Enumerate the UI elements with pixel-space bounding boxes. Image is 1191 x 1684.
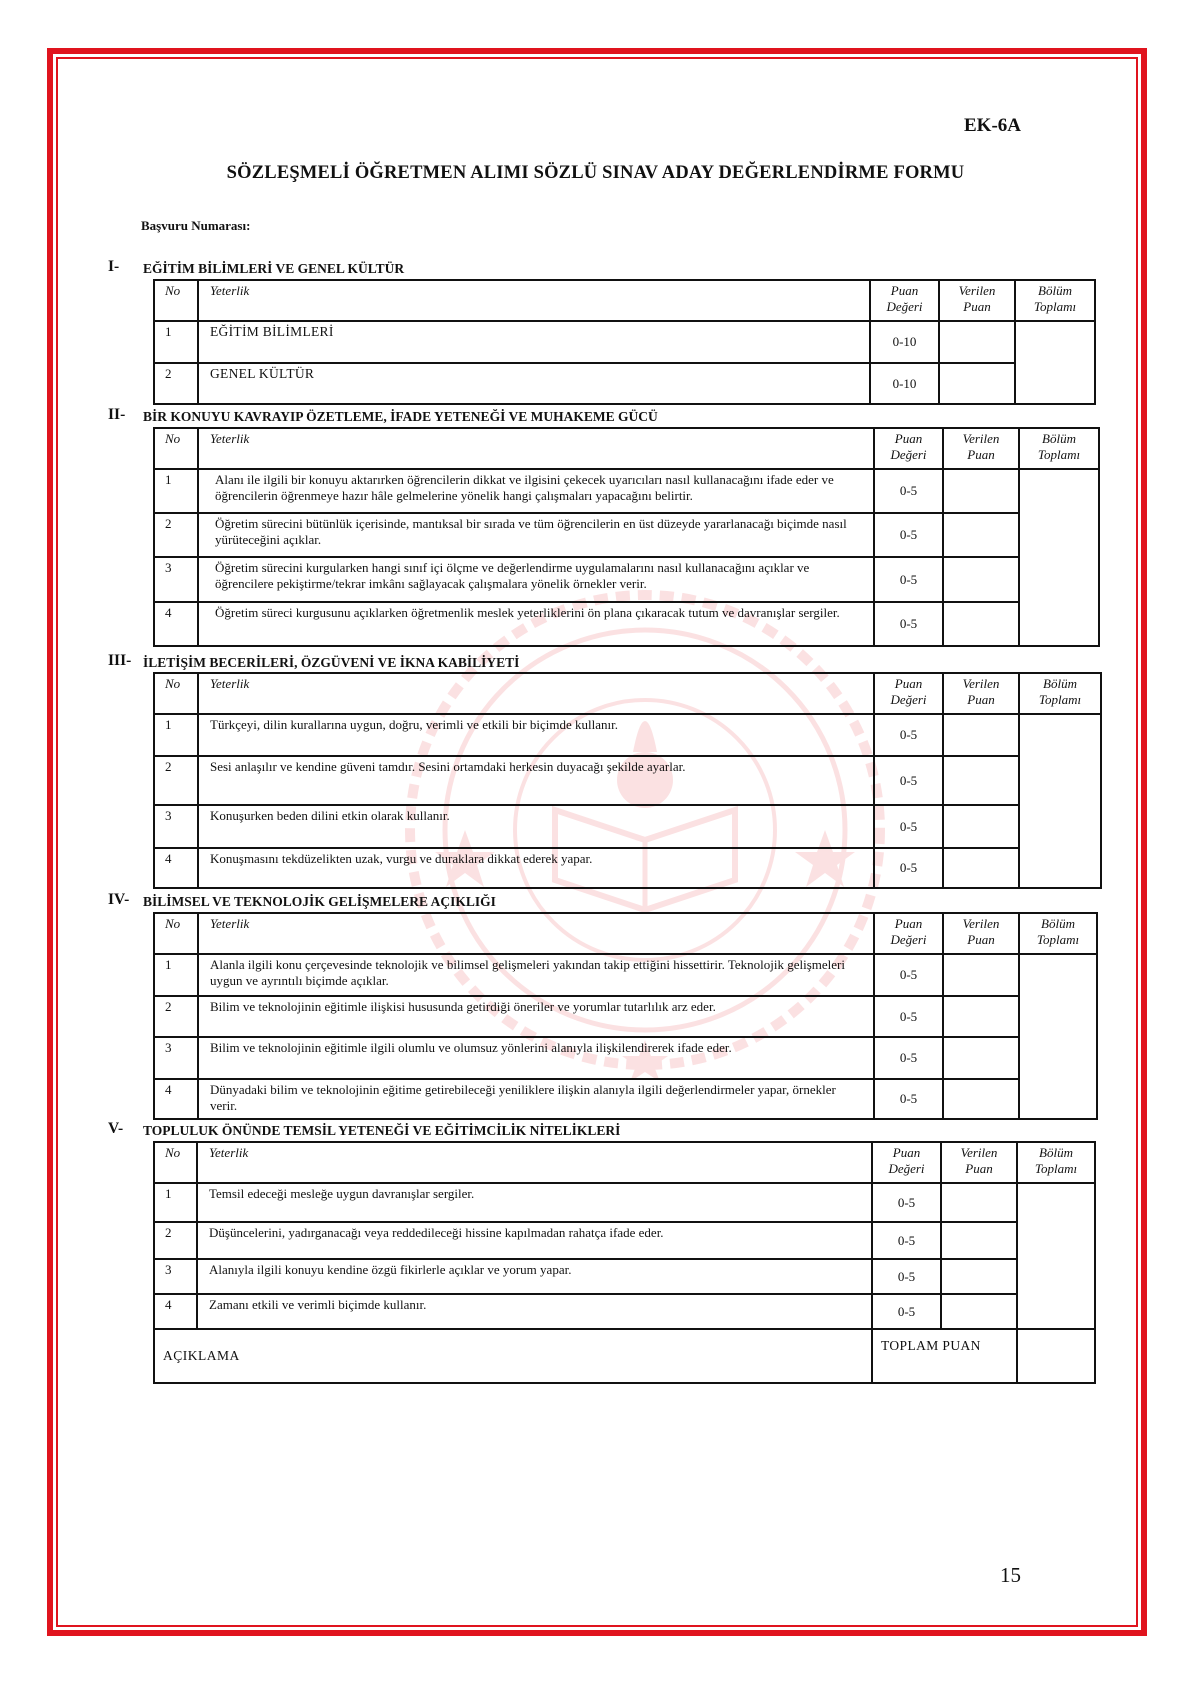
section-total-input[interactable] xyxy=(1017,1183,1095,1329)
row-no: 1 xyxy=(154,714,198,756)
table-row xyxy=(154,805,1101,848)
row-no: 3 xyxy=(154,1259,197,1294)
section-5-title: TOPLULUK ÖNÜNDE TEMSİL YETENEĞİ VE EĞİTİMCİLİK NİTELİKLERİ xyxy=(143,1123,621,1138)
section-4-number: IV- xyxy=(108,891,130,908)
form-code: EK-6A xyxy=(964,115,1021,136)
col-given-points: Verilen Puan xyxy=(941,1142,1017,1183)
explanation-field[interactable] xyxy=(154,1329,872,1383)
table-row xyxy=(154,954,1097,996)
row-point-value: 0-5 xyxy=(872,1183,941,1222)
section-5-number: V- xyxy=(108,1120,124,1137)
row-text: Öğretim sürecini kurgularken hangi sınıf içi ölçme ve değerlendirme uygulamalarını nasıl kullanacağını açıklar ve öğrencilere pekiştirme/tekrar imkânı sağlayacak çalışmalara yönelik örnekler verir. xyxy=(198,557,874,602)
row-text: Alanı ile ilgili bir konuyu aktarırken öğrencilerin dikkat ve ilgisini çekecek uyarıcıları nasıl kullanacağını ifade eder ve öğrencilerin öğrenmeye hazır hâle gelmelerine yönelik hangi çalışmaları yapacağını belirtir. xyxy=(198,469,874,513)
given-points-input[interactable] xyxy=(943,602,1019,646)
table-row xyxy=(154,513,1099,557)
given-points-input[interactable] xyxy=(941,1259,1017,1294)
col-point-value: Puan Değeri xyxy=(874,428,943,469)
given-points-input[interactable] xyxy=(943,1037,1019,1079)
col-competence: Yeterlik xyxy=(198,673,874,714)
given-points-input[interactable] xyxy=(939,363,1015,404)
table-row xyxy=(154,363,1095,404)
table-row xyxy=(154,1079,1097,1119)
form-title: SÖZLEŞMELİ ÖĞRETMEN ALIMI SÖZLÜ SINAV ADAY DEĞERLENDİRME FORMU xyxy=(226,163,965,183)
table-header-row xyxy=(154,913,1097,954)
table-row xyxy=(154,756,1101,805)
section-total-input[interactable] xyxy=(1019,469,1099,646)
row-text: Öğretim süreci kurgusunu açıklarken öğretmenlik meslek yeterliklerini ön plana çıkaracak tutum ve davranışlar sergiler. xyxy=(198,602,874,646)
col-competence: Yeterlik xyxy=(198,280,870,321)
application-number-label: Başvuru Numarası: xyxy=(141,218,251,233)
col-section-total: Bölüm Toplamı xyxy=(1019,673,1101,714)
row-text: Düşüncelerini, yadırganacağı veya reddedileceği hissine kapılmadan rahatça ifade eder. xyxy=(197,1222,872,1259)
given-points-input[interactable] xyxy=(943,996,1019,1037)
row-no: 2 xyxy=(154,1222,197,1259)
table-header-row xyxy=(154,280,1095,321)
table-header-row xyxy=(154,673,1101,714)
table-row xyxy=(154,1294,1095,1329)
section-4-table xyxy=(153,912,1098,1120)
section-1-table xyxy=(153,279,1096,405)
col-point-value: Puan Değeri xyxy=(872,1142,941,1183)
col-given-points: Verilen Puan xyxy=(943,428,1019,469)
row-point-value: 0-5 xyxy=(874,954,943,996)
col-no: No xyxy=(154,1142,197,1183)
section-1-title: EĞİTİM BİLİMLERİ VE GENEL KÜLTÜR xyxy=(143,261,405,276)
section-3-title: İLETİŞİM BECERİLERİ, ÖZGÜVENİ VE İKNA KABİLİYETİ xyxy=(143,655,520,670)
row-text: Öğretim sürecini bütünlük içerisinde, mantıksal bir sırada ve tüm öğrencilerin en üst düzeyde yararlanacağı biçimde nasıl yürüteceğini açıklar. xyxy=(198,513,874,557)
table-row xyxy=(154,602,1099,646)
section-total-input[interactable] xyxy=(1019,714,1101,888)
col-point-value: Puan Değeri xyxy=(874,913,943,954)
row-text: Temsil edeceği mesleğe uygun davranışlar sergiler. xyxy=(197,1183,872,1222)
col-competence: Yeterlik xyxy=(197,1142,872,1183)
given-points-input[interactable] xyxy=(941,1294,1017,1329)
col-section-total: Bölüm Toplamı xyxy=(1019,428,1099,469)
given-points-input[interactable] xyxy=(943,714,1019,756)
row-point-value: 0-5 xyxy=(874,805,943,848)
given-points-input[interactable] xyxy=(943,513,1019,557)
table-row xyxy=(154,1037,1097,1079)
row-point-value: 0-5 xyxy=(872,1294,941,1329)
col-no: No xyxy=(154,673,198,714)
table-row xyxy=(154,557,1099,602)
footer-row xyxy=(154,1329,1095,1383)
row-no: 1 xyxy=(154,469,198,513)
row-point-value: 0-5 xyxy=(874,1079,943,1119)
given-points-input[interactable] xyxy=(941,1222,1017,1259)
col-section-total: Bölüm Toplamı xyxy=(1019,913,1097,954)
row-text: Zamanı etkili ve verimli biçimde kullanır. xyxy=(197,1294,872,1329)
section-2-number: II- xyxy=(108,406,126,423)
row-point-value: 0-5 xyxy=(874,469,943,513)
section-3-table xyxy=(153,672,1102,889)
row-no: 2 xyxy=(154,996,198,1037)
row-text: GENEL KÜLTÜR xyxy=(198,363,870,404)
section-1-number: I- xyxy=(108,258,120,275)
table-row xyxy=(154,469,1099,513)
explanation-label: AÇIKLAMA xyxy=(163,1347,240,1363)
page-number: 15 xyxy=(1000,1563,1021,1587)
row-no: 4 xyxy=(154,602,198,646)
col-section-total: Bölüm Toplamı xyxy=(1015,280,1095,321)
row-text: Konuşurken beden dilini etkin olarak kullanır. xyxy=(198,805,874,848)
row-point-value: 0-5 xyxy=(874,602,943,646)
row-text: Türkçeyi, dilin kurallarına uygun, doğru, verimli ve etkili bir biçimde kullanır. xyxy=(198,714,874,756)
col-competence: Yeterlik xyxy=(198,428,874,469)
row-point-value: 0-5 xyxy=(872,1222,941,1259)
row-point-value: 0-10 xyxy=(870,363,939,404)
given-points-input[interactable] xyxy=(943,954,1019,996)
section-total-input[interactable] xyxy=(1019,954,1097,1119)
section-3-number: III- xyxy=(108,652,132,669)
section-4-title: BİLİMSEL VE TEKNOLOJİK GELİŞMELERE AÇIKLIĞI xyxy=(143,894,496,909)
row-no: 2 xyxy=(154,756,198,805)
row-no: 1 xyxy=(154,1183,197,1222)
given-points-input[interactable] xyxy=(943,469,1019,513)
col-given-points: Verilen Puan xyxy=(939,280,1015,321)
row-no: 2 xyxy=(154,363,198,404)
table-header-row xyxy=(154,428,1099,469)
row-no: 1 xyxy=(154,954,198,996)
row-text: Dünyadaki bilim ve teknolojinin eğitime getirebileceği yeniliklere ilişkin alanıyla ilgili değerlendirmeler yapar, örnekler verir. xyxy=(198,1079,874,1119)
section-5-table xyxy=(153,1141,1096,1384)
row-text: EĞİTİM BİLİMLERİ xyxy=(198,321,870,363)
table-header-row xyxy=(154,1142,1095,1183)
given-points-input[interactable] xyxy=(943,756,1019,805)
total-points-label: TOPLAM PUAN xyxy=(872,1329,1017,1383)
row-point-value: 0-5 xyxy=(874,996,943,1037)
table-row xyxy=(154,848,1101,888)
section-total-input[interactable] xyxy=(1015,321,1095,404)
table-row xyxy=(154,1222,1095,1259)
row-text: Bilim ve teknolojinin eğitimle ilişkisi hususunda getirdiği öneriler ve yorumlar tutarlılık arz eder. xyxy=(198,996,874,1037)
row-point-value: 0-5 xyxy=(874,513,943,557)
row-point-value: 0-5 xyxy=(872,1259,941,1294)
col-section-total: Bölüm Toplamı xyxy=(1017,1142,1095,1183)
table-row xyxy=(154,996,1097,1037)
row-no: 3 xyxy=(154,1037,198,1079)
total-points-input[interactable] xyxy=(1017,1329,1095,1383)
given-points-input[interactable] xyxy=(941,1183,1017,1222)
given-points-input[interactable] xyxy=(943,1079,1019,1119)
row-text: Alanla ilgili konu çerçevesinde teknolojik ve bilimsel gelişmeleri yakından takip ettiğini hissettirir. Teknolojik gelişmeleri uygun ve ayrıntılı biçimde açıklar. xyxy=(198,954,874,996)
given-points-input[interactable] xyxy=(943,557,1019,602)
row-point-value: 0-5 xyxy=(874,557,943,602)
row-text: Konuşmasını tekdüzelikten uzak, vurgu ve duraklara dikkat ederek yapar. xyxy=(198,848,874,888)
col-point-value: Puan Değeri xyxy=(870,280,939,321)
table-row xyxy=(154,1259,1095,1294)
col-no: No xyxy=(154,428,198,469)
row-point-value: 0-10 xyxy=(870,321,939,363)
section-2-table xyxy=(153,427,1100,647)
row-text: Alanıyla ilgili konuyu kendine özgü fikirlerle açıklar ve yorum yapar. xyxy=(197,1259,872,1294)
table-row xyxy=(154,714,1101,756)
row-text: Bilim ve teknolojinin eğitimle ilgili olumlu ve olumsuz yönlerini alanıyla ilişkilendirerek ifade eder. xyxy=(198,1037,874,1079)
given-points-input[interactable] xyxy=(943,848,1019,888)
section-2-title: BİR KONUYU KAVRAYIP ÖZETLEME, İFADE YETENEĞİ VE MUHAKEME GÜCÜ xyxy=(143,409,658,424)
row-no: 2 xyxy=(154,513,198,557)
row-no: 4 xyxy=(154,1079,198,1119)
row-no: 1 xyxy=(154,321,198,363)
given-points-input[interactable] xyxy=(943,805,1019,848)
row-no: 3 xyxy=(154,805,198,848)
row-point-value: 0-5 xyxy=(874,1037,943,1079)
row-no: 4 xyxy=(154,1294,197,1329)
col-competence: Yeterlik xyxy=(198,913,874,954)
col-given-points: Verilen Puan xyxy=(943,913,1019,954)
row-no: 4 xyxy=(154,848,198,888)
row-point-value: 0-5 xyxy=(874,714,943,756)
row-text: Sesi anlaşılır ve kendine güveni tamdır. Sesini ortamdaki herkesin duyacağı şekilde ayarlar. xyxy=(198,756,874,805)
table-row xyxy=(154,321,1095,363)
table-row xyxy=(154,1183,1095,1222)
col-given-points: Verilen Puan xyxy=(943,673,1019,714)
col-no: No xyxy=(154,913,198,954)
row-point-value: 0-5 xyxy=(874,756,943,805)
row-no: 3 xyxy=(154,557,198,602)
col-no: No xyxy=(154,280,198,321)
col-point-value: Puan Değeri xyxy=(874,673,943,714)
row-point-value: 0-5 xyxy=(874,848,943,888)
given-points-input[interactable] xyxy=(939,321,1015,363)
